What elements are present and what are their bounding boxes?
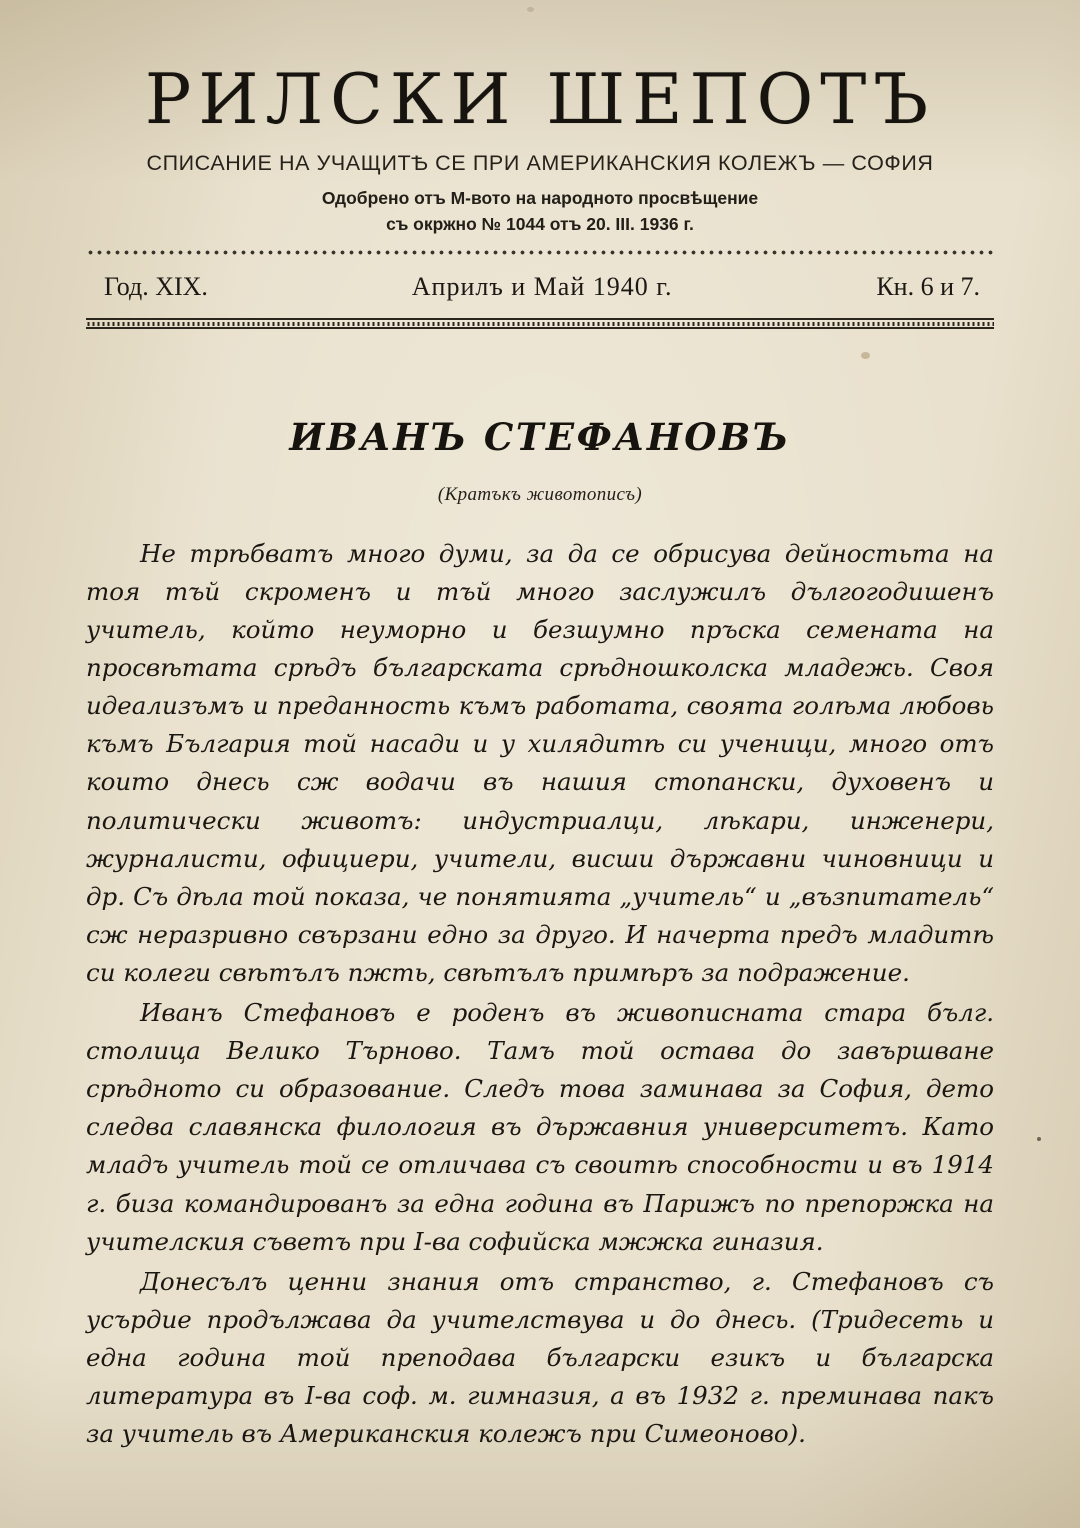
ornamental-divider (86, 318, 994, 329)
approval-line-1: Одобрено отъ М-вото на народното просвѣщение (321, 188, 759, 209)
article-subtitle: (Кратъкъ животописъ) (437, 483, 643, 505)
approval-line-2: съ окржно № 1044 отъ 20. III. 1936 г. (386, 214, 694, 235)
issue-line (86, 272, 994, 302)
volume-year: Год. XIX. (104, 272, 208, 302)
article-paragraph: Донесълъ ценни знания отъ странство, г. Стефановъ съ усърдие продължава да учителствува и до днесь. (Тридесеть и една година той преподава български езикъ и българска литература въ I-ва соф. м. гимназия, а въ 1932 г. преминава пакъ за учитель въ Американския колежъ при Симеоново). (86, 1266, 994, 1449)
issue-number: Кн. 6 и 7. (876, 272, 980, 302)
article (86, 415, 994, 1453)
article-paragraph: Иванъ Стефановъ е роденъ въ живописната стара бълг. столица Велико Търново. Тамъ той остава до завършване срѣдното си образование. Следъ това заминава за София, дето следва славянска филология въ държавния университетъ. Като младъ учитель той се отличава съ своитѣ способности и въ 1914 г. биза командированъ за една година въ Парижъ по препоржка на учителския съветъ при I-ва софийска мжжка гиназия. (86, 998, 994, 1256)
masthead (86, 0, 994, 329)
article-title: ИВАНЪ СТЕФАНОВЪ (289, 415, 791, 460)
publication-title: РИЛСКИ ШЕПОТЪ (144, 60, 936, 140)
issue-date: Априлъ и Май 1940 г. (411, 272, 673, 302)
publication-subtitle: СПИСАНИЕ НА УЧАЩИТѢ СЕ ПРИ АМЕРИКАНСКИЯ КОЛЕЖЪ — СОФИЯ (146, 151, 934, 176)
dotted-divider (86, 249, 994, 256)
article-body (86, 535, 994, 1453)
article-paragraph: Не трѣбватъ много думи, за да се обрисува дейностьта на тоя тъй скроменъ и тъй много заслужилъ дългогодишенъ учитель, който неуморно и безшумно пръска семената на просвѣтата срѣдъ българската срѣдношколска младежь. Своя идеализъмъ и преданность къмъ работата, своята голѣма любовь къмъ България той насади и у хилядитѣ си ученици, много отъ които днесь сж водачи въ нашия стопански, духовенъ и политически животъ: индустриалци, лѣкари, инженери, журналисти, официери, учители, висши държавни чиновници и др. Съ дѣла той показа, че понятията „учитель“ и „възпитатель“ сж неразривно свързани едно за друго. И начерта предъ младитѣ си колеги свѣтълъ пжть, свѣтълъ примѣръ за подражение. (86, 538, 994, 987)
